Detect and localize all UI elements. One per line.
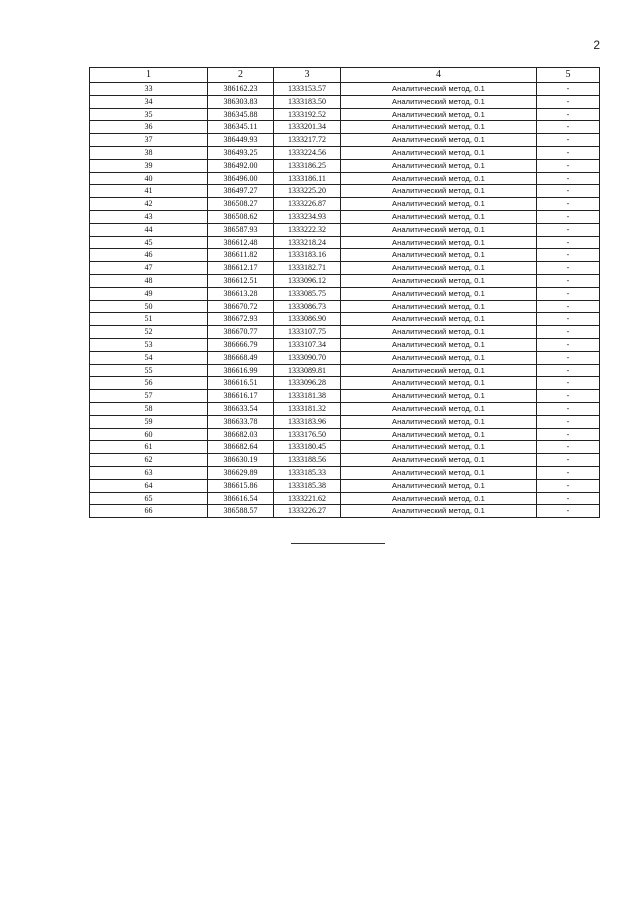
cell-y-coordinate: 1333085.75 bbox=[274, 287, 341, 300]
cell-point-number: 37 bbox=[90, 134, 208, 147]
cell-point-number: 61 bbox=[90, 441, 208, 454]
cell-x-coordinate: 386612.17 bbox=[208, 262, 274, 275]
cell-x-coordinate: 386682.64 bbox=[208, 441, 274, 454]
cell-method: Аналитический метод, 0.1 bbox=[341, 210, 537, 223]
cell-method: Аналитический метод, 0.1 bbox=[341, 95, 537, 108]
cell-x-coordinate: 386633.54 bbox=[208, 402, 274, 415]
cell-description: - bbox=[537, 95, 600, 108]
table-row bbox=[90, 172, 600, 185]
cell-y-coordinate: 1333183.50 bbox=[274, 95, 341, 108]
cell-y-coordinate: 1333086.73 bbox=[274, 300, 341, 313]
cell-method: Аналитический метод, 0.1 bbox=[341, 364, 537, 377]
cell-description: - bbox=[537, 223, 600, 236]
cell-y-coordinate: 1333181.32 bbox=[274, 402, 341, 415]
page-number: 2 bbox=[593, 38, 600, 52]
cell-y-coordinate: 1333185.33 bbox=[274, 466, 341, 479]
cell-y-coordinate: 1333086.90 bbox=[274, 313, 341, 326]
table-row bbox=[90, 441, 600, 454]
cell-x-coordinate: 386588.57 bbox=[208, 505, 274, 518]
cell-x-coordinate: 386162.23 bbox=[208, 83, 274, 96]
table-row bbox=[90, 428, 600, 441]
cell-y-coordinate: 1333201.34 bbox=[274, 121, 341, 134]
cell-description: - bbox=[537, 364, 600, 377]
cell-description: - bbox=[537, 415, 600, 428]
coordinates-table bbox=[89, 67, 600, 518]
cell-x-coordinate: 386670.77 bbox=[208, 326, 274, 339]
cell-y-coordinate: 1333221.62 bbox=[274, 492, 341, 505]
table-row bbox=[90, 210, 600, 223]
cell-method: Аналитический метод, 0.1 bbox=[341, 146, 537, 159]
cell-method: Аналитический метод, 0.1 bbox=[341, 454, 537, 467]
cell-y-coordinate: 1333226.87 bbox=[274, 198, 341, 211]
cell-y-coordinate: 1333176.50 bbox=[274, 428, 341, 441]
cell-x-coordinate: 386508.27 bbox=[208, 198, 274, 211]
cell-description: - bbox=[537, 428, 600, 441]
table-row bbox=[90, 249, 600, 262]
cell-y-coordinate: 1333090.70 bbox=[274, 351, 341, 364]
table-row bbox=[90, 134, 600, 147]
cell-point-number: 55 bbox=[90, 364, 208, 377]
cell-method: Аналитический метод, 0.1 bbox=[341, 441, 537, 454]
table-row bbox=[90, 223, 600, 236]
cell-x-coordinate: 386615.86 bbox=[208, 479, 274, 492]
cell-description: - bbox=[537, 479, 600, 492]
cell-method: Аналитический метод, 0.1 bbox=[341, 377, 537, 390]
cell-method: Аналитический метод, 0.1 bbox=[341, 134, 537, 147]
cell-method: Аналитический метод, 0.1 bbox=[341, 390, 537, 403]
cell-x-coordinate: 386508.62 bbox=[208, 210, 274, 223]
cell-method: Аналитический метод, 0.1 bbox=[341, 172, 537, 185]
cell-y-coordinate: 1333226.27 bbox=[274, 505, 341, 518]
cell-point-number: 60 bbox=[90, 428, 208, 441]
cell-method: Аналитический метод, 0.1 bbox=[341, 223, 537, 236]
cell-point-number: 35 bbox=[90, 108, 208, 121]
cell-description: - bbox=[537, 198, 600, 211]
cell-x-coordinate: 386492.00 bbox=[208, 159, 274, 172]
cell-method: Аналитический метод, 0.1 bbox=[341, 159, 537, 172]
cell-method: Аналитический метод, 0.1 bbox=[341, 262, 537, 275]
table-row bbox=[90, 108, 600, 121]
table-row bbox=[90, 262, 600, 275]
cell-description: - bbox=[537, 134, 600, 147]
cell-method: Аналитический метод, 0.1 bbox=[341, 249, 537, 262]
cell-description: - bbox=[537, 172, 600, 185]
cell-y-coordinate: 1333183.16 bbox=[274, 249, 341, 262]
cell-point-number: 49 bbox=[90, 287, 208, 300]
table-row bbox=[90, 236, 600, 249]
cell-point-number: 64 bbox=[90, 479, 208, 492]
cell-method: Аналитический метод, 0.1 bbox=[341, 274, 537, 287]
cell-x-coordinate: 386672.93 bbox=[208, 313, 274, 326]
cell-point-number: 56 bbox=[90, 377, 208, 390]
cell-point-number: 47 bbox=[90, 262, 208, 275]
table-row bbox=[90, 466, 600, 479]
cell-description: - bbox=[537, 466, 600, 479]
table-row bbox=[90, 146, 600, 159]
cell-point-number: 34 bbox=[90, 95, 208, 108]
cell-x-coordinate: 386629.89 bbox=[208, 466, 274, 479]
cell-point-number: 45 bbox=[90, 236, 208, 249]
cell-point-number: 48 bbox=[90, 274, 208, 287]
cell-y-coordinate: 1333222.32 bbox=[274, 223, 341, 236]
table-row bbox=[90, 338, 600, 351]
cell-point-number: 46 bbox=[90, 249, 208, 262]
cell-y-coordinate: 1333107.75 bbox=[274, 326, 341, 339]
cell-method: Аналитический метод, 0.1 bbox=[341, 236, 537, 249]
table-row bbox=[90, 121, 600, 134]
cell-method: Аналитический метод, 0.1 bbox=[341, 492, 537, 505]
cell-description: - bbox=[537, 210, 600, 223]
cell-point-number: 58 bbox=[90, 402, 208, 415]
cell-point-number: 33 bbox=[90, 83, 208, 96]
header-row bbox=[90, 68, 600, 83]
cell-x-coordinate: 386345.11 bbox=[208, 121, 274, 134]
cell-y-coordinate: 1333224.56 bbox=[274, 146, 341, 159]
cell-y-coordinate: 1333192.52 bbox=[274, 108, 341, 121]
cell-y-coordinate: 1333218.24 bbox=[274, 236, 341, 249]
table-row bbox=[90, 300, 600, 313]
end-divider bbox=[291, 543, 385, 544]
cell-x-coordinate: 386616.54 bbox=[208, 492, 274, 505]
cell-description: - bbox=[537, 377, 600, 390]
cell-method: Аналитический метод, 0.1 bbox=[341, 326, 537, 339]
cell-y-coordinate: 1333181.38 bbox=[274, 390, 341, 403]
cell-point-number: 65 bbox=[90, 492, 208, 505]
header-cell-method: 4 bbox=[341, 68, 537, 83]
table-row bbox=[90, 287, 600, 300]
cell-x-coordinate: 386668.49 bbox=[208, 351, 274, 364]
cell-description: - bbox=[537, 262, 600, 275]
cell-y-coordinate: 1333180.45 bbox=[274, 441, 341, 454]
cell-method: Аналитический метод, 0.1 bbox=[341, 198, 537, 211]
cell-description: - bbox=[537, 121, 600, 134]
cell-x-coordinate: 386682.03 bbox=[208, 428, 274, 441]
cell-x-coordinate: 386630.19 bbox=[208, 454, 274, 467]
cell-description: - bbox=[537, 454, 600, 467]
table-row bbox=[90, 326, 600, 339]
cell-point-number: 57 bbox=[90, 390, 208, 403]
cell-description: - bbox=[537, 249, 600, 262]
cell-method: Аналитический метод, 0.1 bbox=[341, 466, 537, 479]
cell-point-number: 40 bbox=[90, 172, 208, 185]
cell-x-coordinate: 386670.72 bbox=[208, 300, 274, 313]
cell-description: - bbox=[537, 159, 600, 172]
cell-description: - bbox=[537, 300, 600, 313]
cell-x-coordinate: 386616.99 bbox=[208, 364, 274, 377]
table-row bbox=[90, 492, 600, 505]
table-row bbox=[90, 351, 600, 364]
table-row bbox=[90, 390, 600, 403]
cell-x-coordinate: 386611.82 bbox=[208, 249, 274, 262]
cell-x-coordinate: 386612.51 bbox=[208, 274, 274, 287]
cell-y-coordinate: 1333186.25 bbox=[274, 159, 341, 172]
cell-description: - bbox=[537, 83, 600, 96]
cell-y-coordinate: 1333089.81 bbox=[274, 364, 341, 377]
cell-method: Аналитический метод, 0.1 bbox=[341, 505, 537, 518]
cell-y-coordinate: 1333234.93 bbox=[274, 210, 341, 223]
cell-x-coordinate: 386449.93 bbox=[208, 134, 274, 147]
header-cell-y-coordinate: 3 bbox=[274, 68, 341, 83]
cell-x-coordinate: 386497.27 bbox=[208, 185, 274, 198]
cell-x-coordinate: 386303.83 bbox=[208, 95, 274, 108]
cell-description: - bbox=[537, 390, 600, 403]
table-row bbox=[90, 479, 600, 492]
cell-y-coordinate: 1333217.72 bbox=[274, 134, 341, 147]
table-body bbox=[90, 83, 600, 518]
cell-method: Аналитический метод, 0.1 bbox=[341, 351, 537, 364]
cell-description: - bbox=[537, 402, 600, 415]
cell-x-coordinate: 386496.00 bbox=[208, 172, 274, 185]
table-header bbox=[90, 68, 600, 83]
cell-point-number: 39 bbox=[90, 159, 208, 172]
cell-y-coordinate: 1333182.71 bbox=[274, 262, 341, 275]
cell-point-number: 41 bbox=[90, 185, 208, 198]
cell-description: - bbox=[537, 441, 600, 454]
cell-point-number: 52 bbox=[90, 326, 208, 339]
cell-point-number: 36 bbox=[90, 121, 208, 134]
cell-method: Аналитический метод, 0.1 bbox=[341, 428, 537, 441]
cell-description: - bbox=[537, 326, 600, 339]
cell-x-coordinate: 386345.88 bbox=[208, 108, 274, 121]
cell-description: - bbox=[537, 108, 600, 121]
cell-method: Аналитический метод, 0.1 bbox=[341, 402, 537, 415]
table-row bbox=[90, 377, 600, 390]
cell-x-coordinate: 386616.51 bbox=[208, 377, 274, 390]
cell-y-coordinate: 1333096.12 bbox=[274, 274, 341, 287]
cell-method: Аналитический метод, 0.1 bbox=[341, 300, 537, 313]
cell-y-coordinate: 1333153.57 bbox=[274, 83, 341, 96]
table-row bbox=[90, 454, 600, 467]
cell-y-coordinate: 1333096.28 bbox=[274, 377, 341, 390]
cell-point-number: 66 bbox=[90, 505, 208, 518]
cell-y-coordinate: 1333107.34 bbox=[274, 338, 341, 351]
cell-x-coordinate: 386587.93 bbox=[208, 223, 274, 236]
table-row bbox=[90, 198, 600, 211]
table-row bbox=[90, 364, 600, 377]
cell-description: - bbox=[537, 274, 600, 287]
header-cell-point-number: 1 bbox=[90, 68, 208, 83]
header-cell-x-coordinate: 2 bbox=[208, 68, 274, 83]
cell-point-number: 59 bbox=[90, 415, 208, 428]
cell-description: - bbox=[537, 146, 600, 159]
cell-method: Аналитический метод, 0.1 bbox=[341, 479, 537, 492]
cell-description: - bbox=[537, 505, 600, 518]
cell-x-coordinate: 386612.48 bbox=[208, 236, 274, 249]
cell-point-number: 44 bbox=[90, 223, 208, 236]
cell-y-coordinate: 1333186.11 bbox=[274, 172, 341, 185]
cell-method: Аналитический метод, 0.1 bbox=[341, 121, 537, 134]
table-row bbox=[90, 159, 600, 172]
cell-x-coordinate: 386633.78 bbox=[208, 415, 274, 428]
table-row bbox=[90, 402, 600, 415]
cell-x-coordinate: 386666.79 bbox=[208, 338, 274, 351]
cell-description: - bbox=[537, 492, 600, 505]
cell-x-coordinate: 386613.28 bbox=[208, 287, 274, 300]
cell-method: Аналитический метод, 0.1 bbox=[341, 338, 537, 351]
cell-description: - bbox=[537, 236, 600, 249]
cell-y-coordinate: 1333188.56 bbox=[274, 454, 341, 467]
cell-y-coordinate: 1333183.96 bbox=[274, 415, 341, 428]
table-row bbox=[90, 95, 600, 108]
cell-point-number: 43 bbox=[90, 210, 208, 223]
cell-point-number: 42 bbox=[90, 198, 208, 211]
cell-point-number: 50 bbox=[90, 300, 208, 313]
cell-description: - bbox=[537, 338, 600, 351]
cell-point-number: 53 bbox=[90, 338, 208, 351]
header-cell-description: 5 bbox=[537, 68, 600, 83]
table-row bbox=[90, 83, 600, 96]
cell-point-number: 62 bbox=[90, 454, 208, 467]
cell-method: Аналитический метод, 0.1 bbox=[341, 108, 537, 121]
cell-description: - bbox=[537, 313, 600, 326]
cell-description: - bbox=[537, 351, 600, 364]
cell-y-coordinate: 1333225.20 bbox=[274, 185, 341, 198]
table-row bbox=[90, 505, 600, 518]
cell-point-number: 63 bbox=[90, 466, 208, 479]
cell-method: Аналитический метод, 0.1 bbox=[341, 185, 537, 198]
cell-description: - bbox=[537, 287, 600, 300]
cell-point-number: 51 bbox=[90, 313, 208, 326]
cell-method: Аналитический метод, 0.1 bbox=[341, 313, 537, 326]
table-row bbox=[90, 274, 600, 287]
cell-x-coordinate: 386493.25 bbox=[208, 146, 274, 159]
cell-method: Аналитический метод, 0.1 bbox=[341, 287, 537, 300]
cell-y-coordinate: 1333185.38 bbox=[274, 479, 341, 492]
cell-description: - bbox=[537, 185, 600, 198]
cell-method: Аналитический метод, 0.1 bbox=[341, 415, 537, 428]
table-row bbox=[90, 313, 600, 326]
cell-point-number: 54 bbox=[90, 351, 208, 364]
cell-x-coordinate: 386616.17 bbox=[208, 390, 274, 403]
cell-point-number: 38 bbox=[90, 146, 208, 159]
cell-method: Аналитический метод, 0.1 bbox=[341, 83, 537, 96]
table-row bbox=[90, 415, 600, 428]
table-row bbox=[90, 185, 600, 198]
